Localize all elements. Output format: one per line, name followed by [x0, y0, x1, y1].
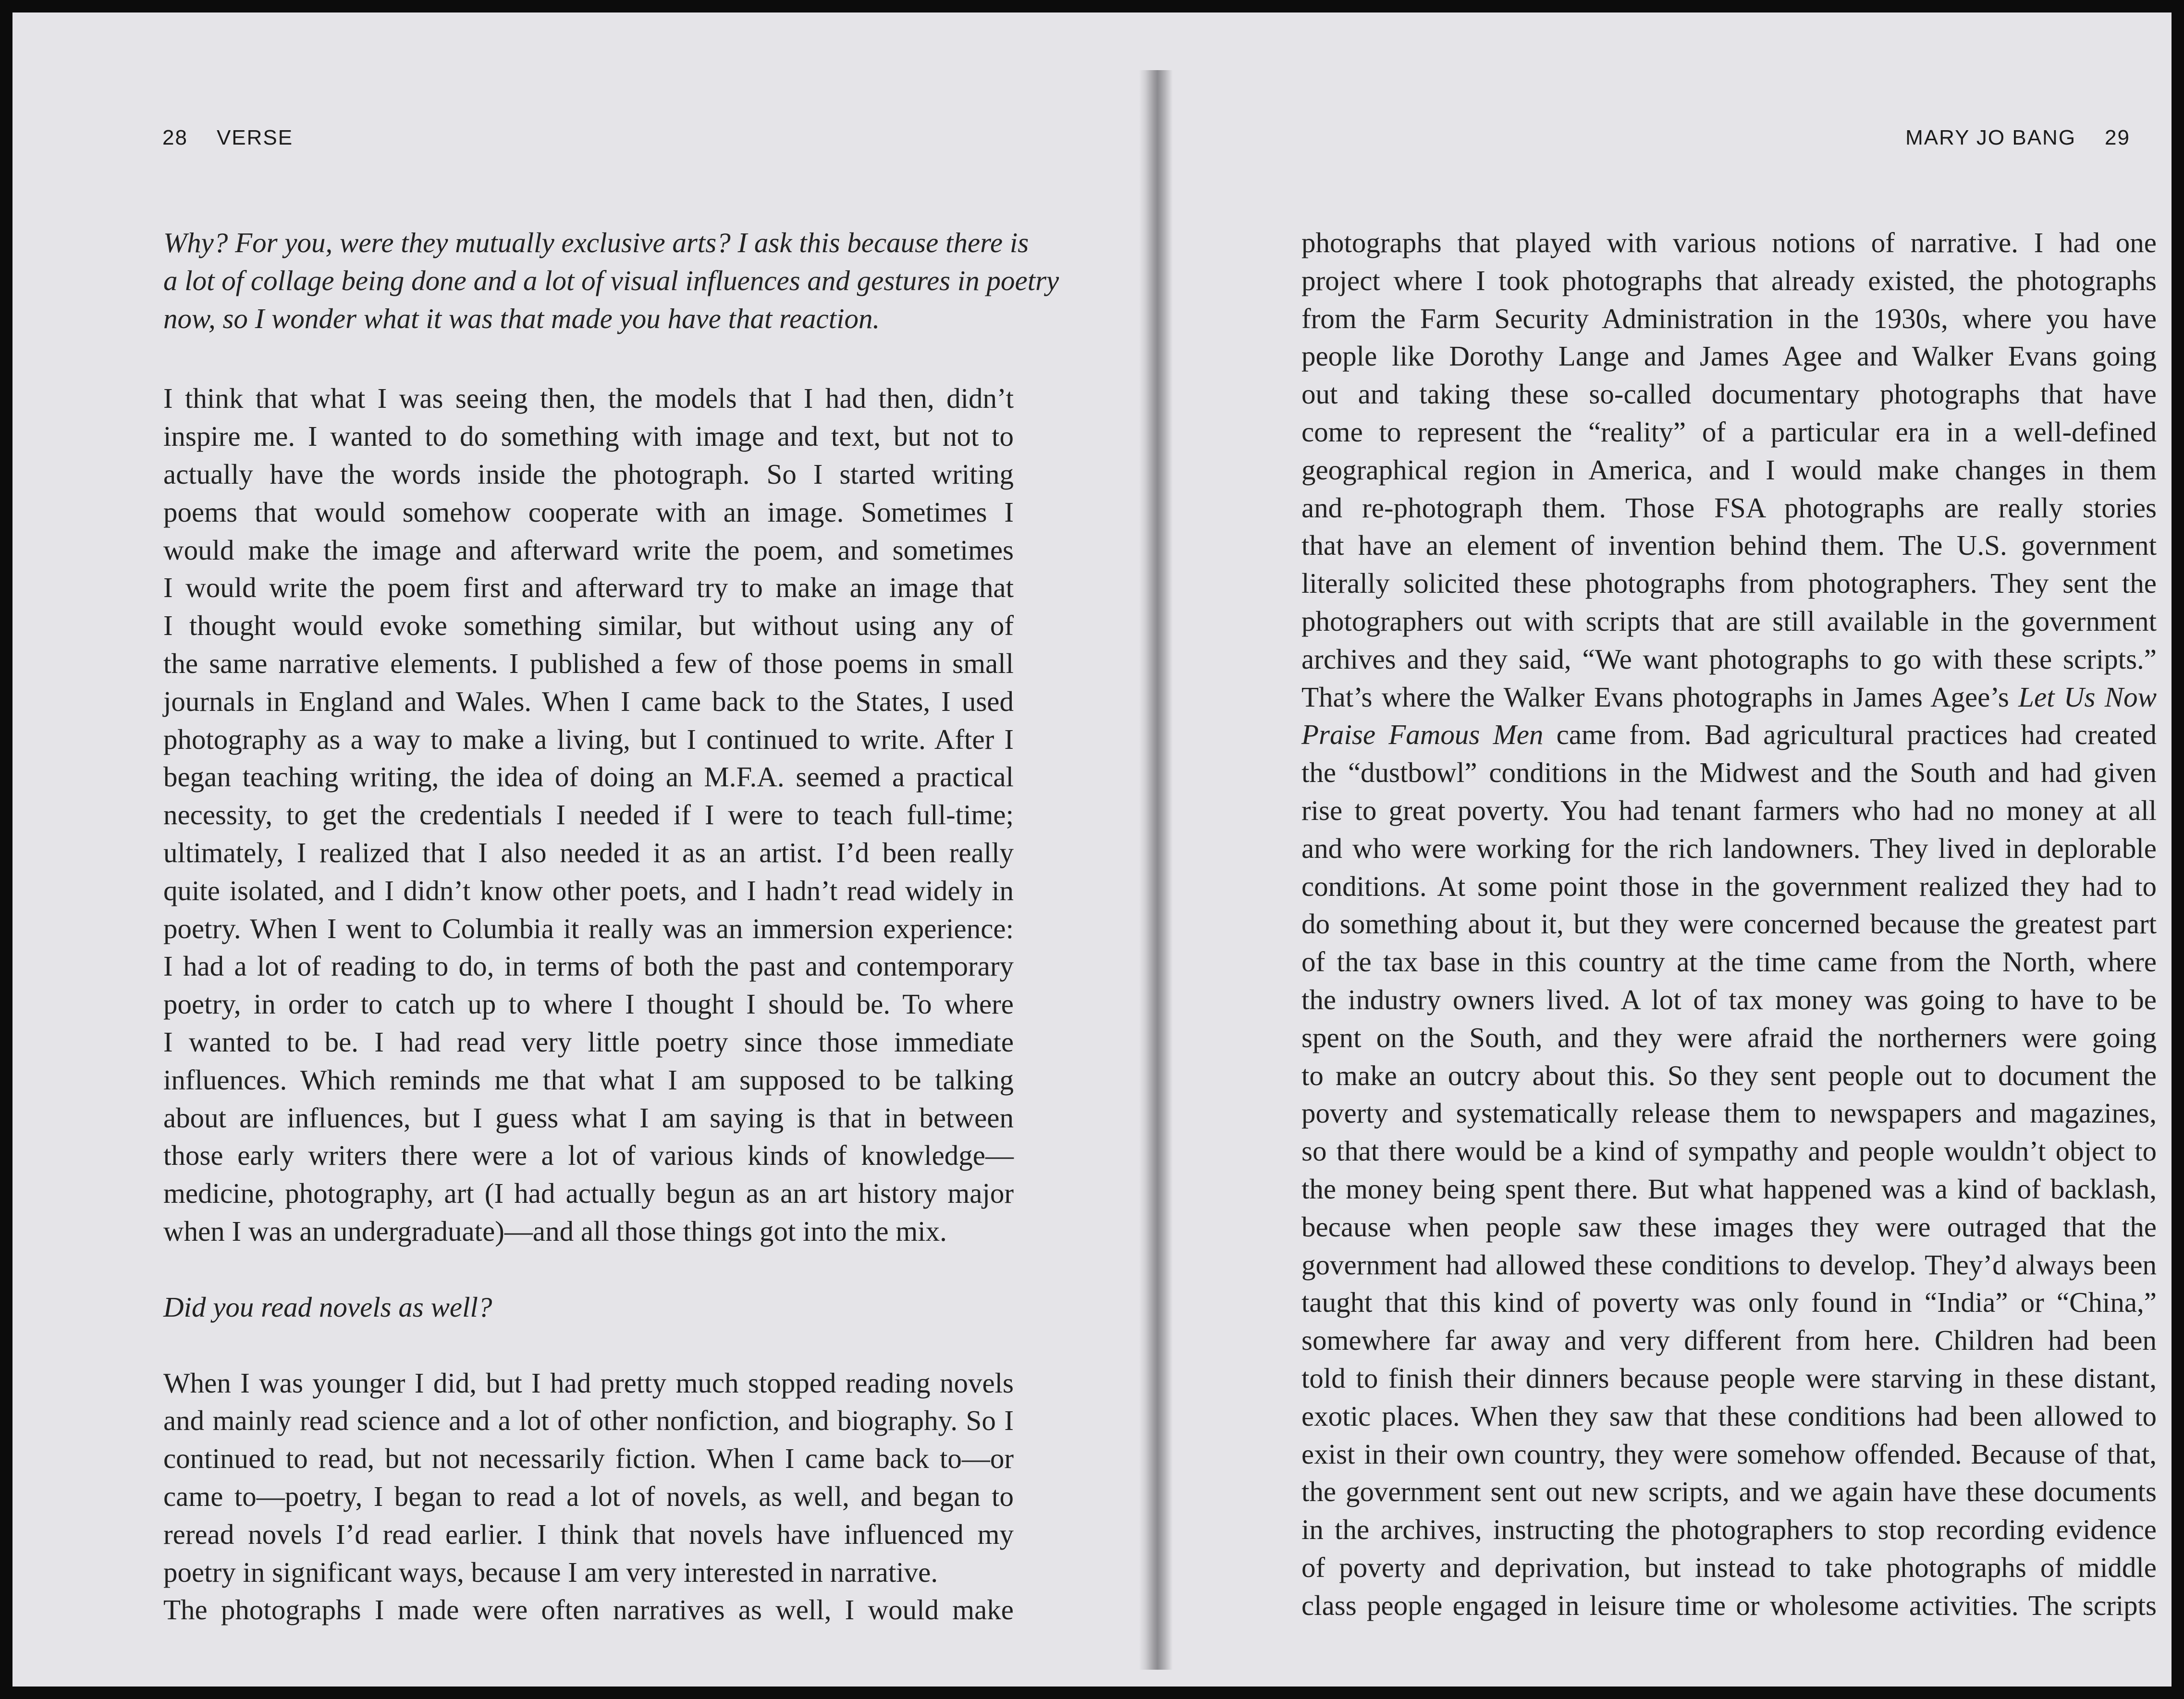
- body-line: somewhere far away and very different from here. Children had been: [1301, 1324, 2157, 1357]
- answer-line: I wanted to be. I had read very little poetry since those immediate: [163, 1026, 1014, 1058]
- body-line: because when people saw these images they were outraged that the: [1301, 1210, 2157, 1243]
- body-line: the “dustbowl” conditions in the Midwest and the South and had given: [1301, 757, 2157, 789]
- question-line: now, so I wonder what it was that made you have that reaction.: [163, 302, 880, 334]
- answer-line: necessity, to get the credentials I needed if I were to teach full-time;: [163, 799, 1014, 831]
- answer-line: reread novels I’d read earlier. I think that novels have influenced my: [163, 1518, 1014, 1550]
- body-line: conditions. At some point those in the government realized they had to: [1301, 870, 2157, 902]
- question-block: [163, 224, 1059, 337]
- answer-line: and mainly read science and a lot of other nonfiction, and biography. So I: [163, 1405, 1014, 1437]
- answer-line: poetry. When I went to Columbia it really was an immersion experience:: [163, 912, 1014, 944]
- left-page-text: [163, 224, 1059, 1629]
- right-page-number: 29: [2105, 126, 2130, 149]
- answer-line: came to—poetry, I began to read a lot of novels, as well, and began to: [163, 1480, 1014, 1512]
- body-line: poverty and systematically release them to newspapers and magazines,: [1301, 1097, 2157, 1129]
- body-line: project where I took photographs that already existed, the photographs: [1301, 264, 2157, 296]
- body-line: of poverty and deprivation, but instead to take photographs of middle: [1301, 1551, 2157, 1583]
- body-line: Praise Famous Men came from. Bad agricultural practices had created: [1301, 719, 2157, 751]
- body-line: in the archives, instructing the photographers to stop recording evidence: [1301, 1514, 2157, 1546]
- body-line: people like Dorothy Lange and James Agee and Walker Evans going: [1301, 340, 2157, 372]
- body-line: do something about it, but they were concerned because the greatest part: [1301, 908, 2157, 940]
- book-spread: [12, 12, 2172, 1687]
- answer-line: those early writers there were a lot of various kinds of knowledge—: [163, 1139, 1014, 1172]
- body-line: of the tax base in this country at the time came from the North, where: [1301, 946, 2157, 978]
- book-gutter: [1139, 70, 1173, 1670]
- answer-line: The photographs I made were often narratives as well, I would make: [163, 1594, 1014, 1626]
- body-line: from the Farm Security Administration in the 1930s, where you have: [1301, 302, 2157, 334]
- body-line: out and taking these so-called documentary photographs that have: [1301, 378, 2157, 410]
- answer-block: [163, 1364, 1014, 1629]
- answer-line: medicine, photography, art (I had actually begun as an art history major: [163, 1177, 1014, 1210]
- body-line: to make an outcry about this. So they sent people out to document the: [1301, 1059, 2157, 1091]
- answer-line: photography as a way to make a living, but I continued to write. After I: [163, 723, 1014, 755]
- body-line: so that there would be a kind of sympathy and people wouldn’t object to: [1301, 1135, 2157, 1167]
- answer-line: poetry in significant ways, because I am very interested in narrative.: [163, 1556, 938, 1588]
- body-line: exist in their own country, they were somehow offended. Because of that,: [1301, 1438, 2157, 1470]
- right-page-text: [1301, 224, 2157, 1624]
- body-line: photographers out with scripts that are still available in the government: [1301, 605, 2157, 637]
- body-line: the industry owners lived. A lot of tax money was going to have to be: [1301, 983, 2157, 1015]
- question-line: Why? For you, were they mutually exclusive arts? I ask this because there is: [163, 227, 1029, 258]
- answer-line: poems that would somehow cooperate with an image. Sometimes I: [163, 496, 1014, 528]
- answer-line: when I was an undergraduate)—and all those things got into the mix.: [163, 1215, 947, 1247]
- question-line: a lot of collage being done and a lot of visual influences and gestures in poetry: [163, 264, 1059, 296]
- answer-line: When I was younger I did, but I had pretty much stopped reading novels: [163, 1367, 1014, 1399]
- answer-line: journals in England and Wales. When I came back to the States, I used: [163, 685, 1014, 717]
- body-line: and re-photograph them. Those FSA photographs are really stories: [1301, 491, 2157, 524]
- body-line: exotic places. When they saw that these conditions had been allowed to: [1301, 1400, 2157, 1432]
- left-page-number: 28: [162, 126, 188, 149]
- body-line: come to represent the “reality” of a particular era in a well-defined: [1301, 416, 2157, 448]
- body-line: That’s where the Walker Evans photographs in James Agee’s Let Us Now: [1301, 681, 2157, 713]
- answer-line: began teaching writing, the idea of doing an M.F.A. seemed a practical: [163, 761, 1014, 793]
- answer-line: would make the image and afterward write the poem, and sometimes: [163, 534, 1014, 566]
- body-line: taught that this kind of poverty was only found in “India” or “China,”: [1301, 1286, 2157, 1319]
- body-line: geographical region in America, and I would make changes in them: [1301, 453, 2157, 486]
- question-line: Did you read novels as well?: [163, 1291, 492, 1323]
- answer-line: I thought would evoke something similar, but without using any of: [163, 610, 1014, 642]
- answer-line: I would write the poem first and afterward try to make an image that: [163, 572, 1014, 604]
- body-line: photographs that played with various notions of narrative. I had one: [1301, 227, 2157, 258]
- right-author-name: MARY JO BANG: [1905, 126, 2076, 149]
- answer-line: poetry, in order to catch up to where I thought I should be. To where: [163, 988, 1014, 1020]
- body-line: literally solicited these photographs from photographers. They sent the: [1301, 567, 2157, 599]
- body-line: that have an element of invention behind them. The U.S. government: [1301, 529, 2157, 562]
- answer-line: influences. Which reminds me that what I am supposed to be talking: [163, 1063, 1014, 1096]
- right-running-head: [1905, 126, 2130, 150]
- body-line: and who were working for the rich landowners. They lived in deplorable: [1301, 832, 2157, 864]
- answer-line: inspire me. I wanted to do something with image and text, but not to: [163, 420, 1014, 452]
- body-line: the government sent out new scripts, and we again have these documents: [1301, 1476, 2157, 1508]
- question-block: [163, 1288, 1014, 1326]
- answer-block: [163, 379, 1014, 1250]
- body-line: spent on the South, and they were afraid the northerners were going: [1301, 1021, 2157, 1053]
- body-line: class people engaged in leisure time or wholesome activities. The scripts: [1301, 1589, 2157, 1621]
- answer-line: ultimately, I realized that I also needed it as an artist. I’d been really: [163, 836, 1014, 868]
- answer-line: actually have the words inside the photograph. So I started writing: [163, 458, 1014, 490]
- answer-line: I had a lot of reading to do, in terms of both the past and contemporary: [163, 950, 1014, 982]
- left-section-title: VERSE: [216, 126, 294, 149]
- body-line: told to finish their dinners because people were starving in these distant,: [1301, 1362, 2157, 1394]
- body-line: government had allowed these conditions to develop. They’d always been: [1301, 1248, 2157, 1281]
- body-line: rise to great poverty. You had tenant farmers who had no money at all: [1301, 794, 2157, 826]
- body-line: archives and they said, “We want photographs to go with these scripts.”: [1301, 643, 2157, 675]
- answer-line: I think that what I was seeing then, the models that I had then, didn’t: [163, 382, 1014, 415]
- answer-line: quite isolated, and I didn’t know other poets, and I hadn’t read widely in: [163, 874, 1014, 906]
- answer-line: continued to read, but not necessarily fiction. When I came back to—or: [163, 1442, 1014, 1475]
- body-line: the money being spent there. But what happened was a kind of backlash,: [1301, 1173, 2157, 1205]
- answer-line: about are influences, but I guess what I am saying is that in between: [163, 1101, 1014, 1134]
- left-running-head: [162, 126, 293, 150]
- answer-line: the same narrative elements. I published a few of those poems in small: [163, 647, 1014, 679]
